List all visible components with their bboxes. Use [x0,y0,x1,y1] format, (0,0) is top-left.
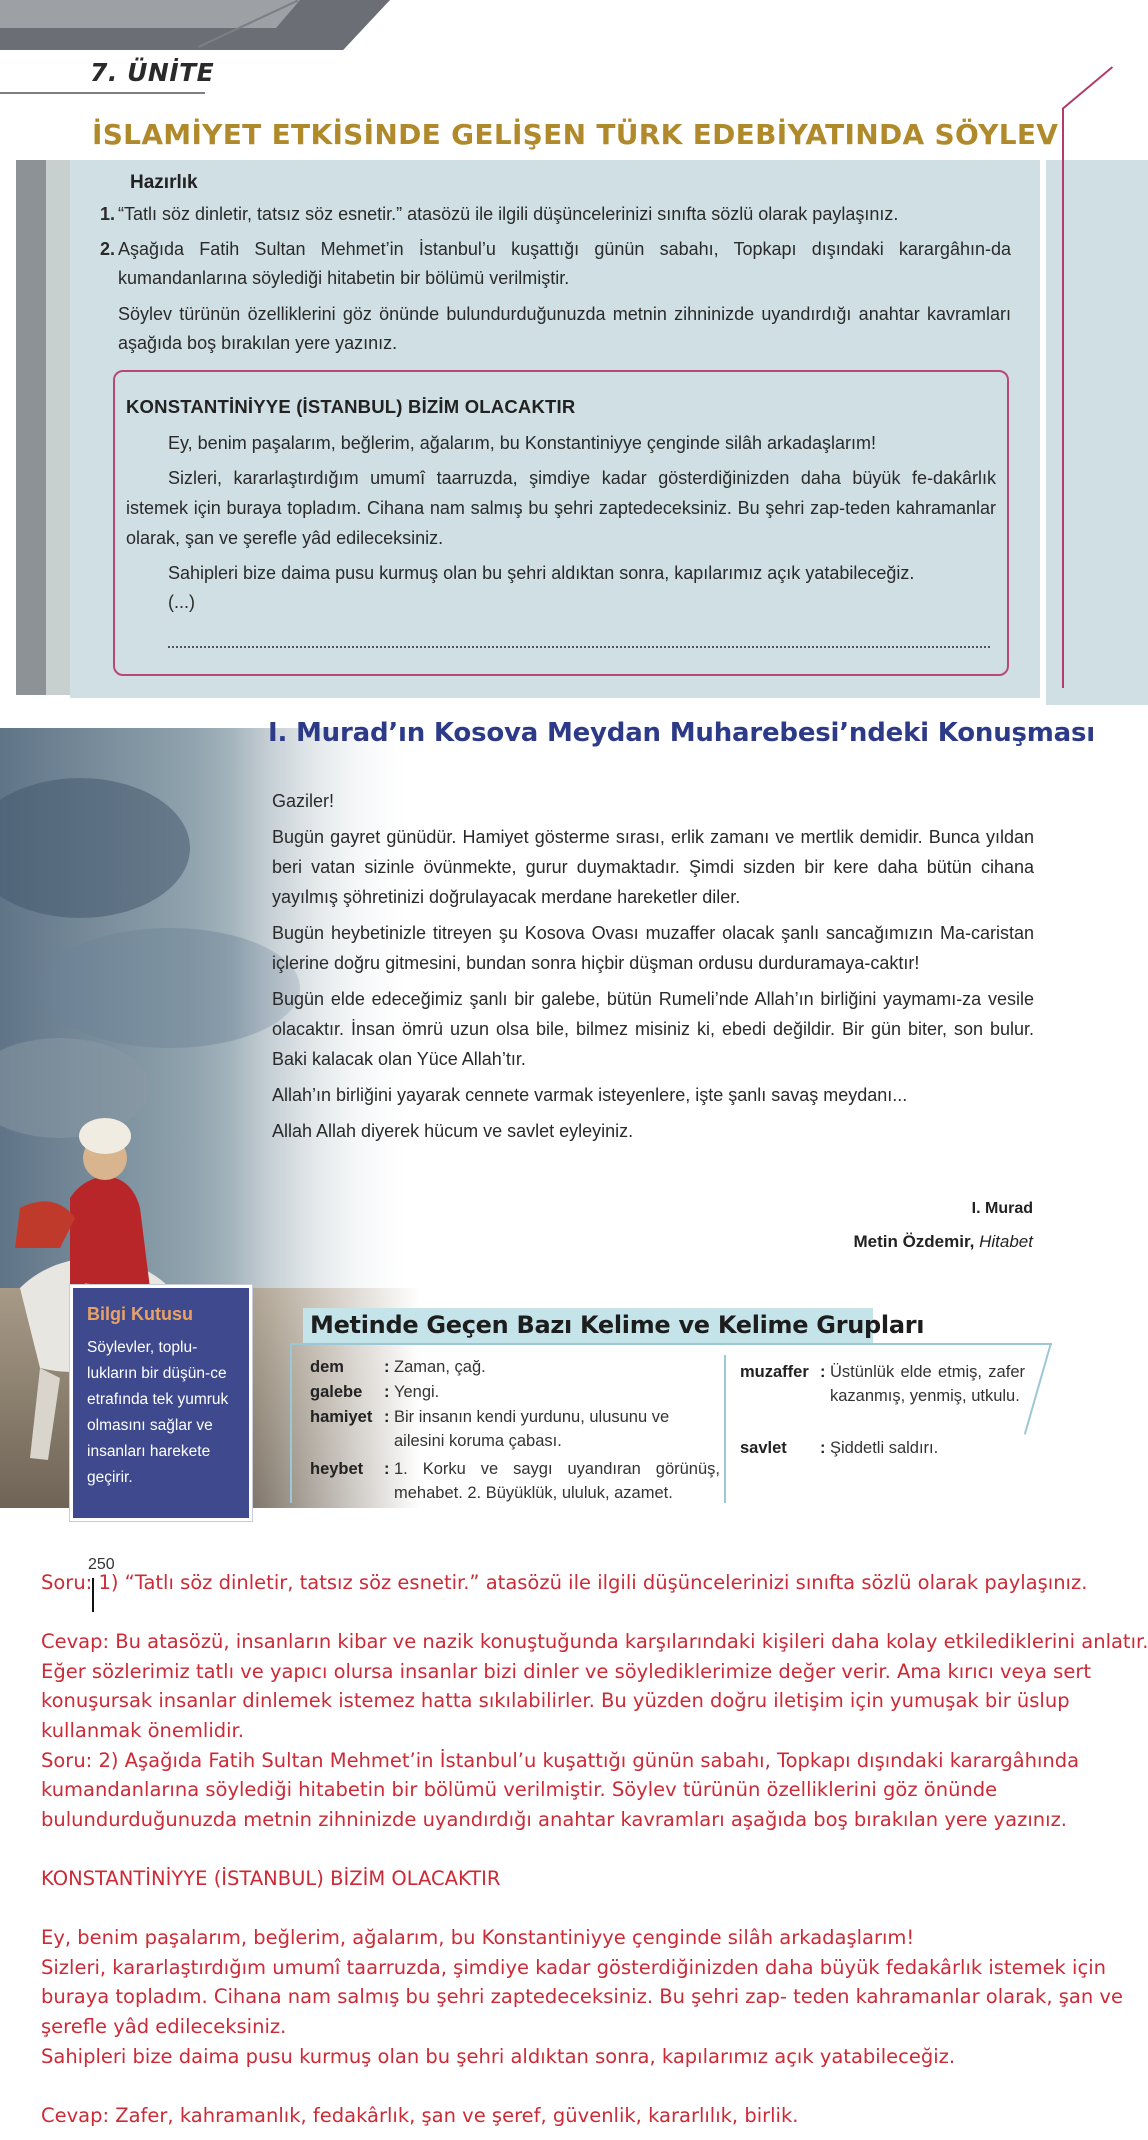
murad-speech-body [272,786,1034,1152]
answer-line: Soru: 1) “Tatlı söz dinletir, tatsız söz esnetir.” atasözü ile ilgili düşüncelerinizi sınıfta sözlü olarak paylaşınız. [41,1571,1088,1594]
answer-dotted-line [168,646,990,648]
speech-paragraph: Sahipleri bize daima pusu kurmuş olan bu şehri aldıktan sonra, kapılarımız açık yatabileceğiz. [168,563,915,583]
speech-paragraph: Gaziler! [272,791,335,811]
speech-text [126,428,996,593]
glossary-frame [1024,1343,1052,1435]
section-title: I. Murad’ın Kosova Meydan Muharebesi’ndeki Konuşması [268,718,1096,748]
answer-line [41,2071,1148,2101]
right-decoration-slash [1062,66,1113,109]
glossary-colon: : [384,1460,390,1478]
answer-line: bulundurduğunuzda metnin zihninizde uyandırdığı anahtar kavramları aşağıda boş bırakılan yere yazınız. [41,1807,1067,1831]
speech-author: I. Murad [971,1200,1033,1217]
answer-line [41,1894,1148,1924]
left-strip-dark [16,160,46,695]
glossary-colon: : [820,1439,826,1457]
preparation-item-2 [100,235,1020,288]
info-box-text: Söylevler, toplu-lukların bir düşün-ce etrafında tek yumruk olmasını sağlar ve insanları harekete geçirir. [87,1339,229,1486]
glossary-colon: : [384,1358,390,1376]
speech-ellipsis: (...) [168,592,195,612]
glossary-frame [290,1343,1052,1345]
unit-title: 7. ÜNİTE [90,58,215,87]
unit-underline [0,92,205,94]
source-title: Hitabet [979,1232,1033,1251]
page-title: İSLAMİYET ETKİSİNDE GELİŞEN TÜRK EDEBİYATINDA SÖYLEV [92,118,1059,151]
glossary-term: muzaffer [740,1363,809,1381]
left-strip-light [46,160,70,695]
glossary-definition: Yengi. [394,1383,440,1401]
right-decoration-line [1062,108,1064,688]
answer-line: kumandanlarına söylediği hitabetin bir bölümü verilmiştir. Söylev türünün özelliklerini göz önünde [41,1778,998,1802]
glossary-divider [724,1355,726,1503]
preparation-note: Söylev türünün özelliklerini göz önünde bulundurduğunuzda metnin zihninizde uyandırdığı anahtar kavramları aşağıda boş bırakılan yere yazınız. [118,304,1011,353]
answer-line: Sahipleri bize daima pusu kurmuş olan bu şehri aldıktan sonra, kapılarımız açık yatabileceğiz. [41,2044,956,2068]
answer-line: kullanmak önemlidir. [41,1718,244,1742]
answer-line: buraya topladım. Cihana nam salmış bu şehri zaptedeceksiniz. Bu şehri zap- teden kahramanlar olarak, şan ve [41,1985,1123,2009]
item-number: 1. [100,204,116,224]
item-number: 2. [100,239,116,259]
speech-paragraph: Allah’ın birliğini yayarak cennete varmak isteyenlere, işte şanlı savaş meydanı... [272,1085,908,1105]
speech-title: KONSTANTİNİYYE (İSTANBUL) BİZİM OLACAKTIR [126,396,576,417]
glossary-definition: Bir insanın kendi yurdunu, ulusunu ve ailesini koruma çabası. [394,1408,670,1450]
item-text: Aşağıda Fatih Sultan Mehmet’in İstanbul’u kuşattığı günün sabahı, Topkapı dışındaki karargâhın-da kumandanlarına söylediği hitabetin bir bölümü verilmiştir. [118,239,1011,288]
item-text: “Tatlı söz dinletir, tatsız söz esnetir.” atasözü ile ilgili düşüncelerinizi sınıfta sözlü olarak paylaşınız. [118,204,899,224]
glossary-term: hamiyet [310,1408,373,1426]
page-number: 250 [88,1556,115,1573]
speech-paragraph: Bugün gayret günüdür. Hamiyet gösterme sırası, erlik zamanı ve mertlik demidir. Bunca yıldan beri vatan sizinle övünmekte, gurur duymaktadır. Şimdi sizden bir kere daha bütün cihana yayılmış şöhretinizi doğrulayacak merdane hareketler diler. [272,827,1034,907]
glossary-definition: Zaman, çağ. [394,1358,486,1376]
answer-line: Sizleri, kararlaştırdığım umumî taarruzda, şimdiye kadar gösterdiğinizden daha büyük fedakârlık istemek için [41,1955,1106,1979]
answer-line: Cevap: Bu atasözü, insanların kibar ve nazik konuştuğunda karşılarındaki kişileri daha kolay etkilediklerini anlatır. [41,1630,1148,1654]
source-author: Metin Özdemir, [853,1232,975,1251]
info-box [70,1285,252,1521]
glossary-title: Metinde Geçen Bazı Kelime ve Kelime Grupları [310,1311,925,1339]
glossary-frame [290,1343,292,1503]
speech-paragraph: Ey, benim paşalarım, beğlerim, ağalarım, bu Konstantiniyye çenginde silâh arkadaşlarım! [168,433,877,453]
header-band-light [0,0,300,28]
answer-text-area[interactable] [41,1568,1148,2130]
glossary-definition: 1. Korku ve saygı uyandıran görünüş, mehabet. 2. Büyüklük, ululuk, azamet. [394,1460,720,1502]
glossary-term: dem [310,1358,344,1376]
speech-paragraph: Sizleri, kararlaştırdığım umumî taarruzda, şimdiye kadar gösterdiğinizden daha büyük fe-dakârlık istemek için buraya topladım. Cihana nam salmış bu şehri zaptedeceksiniz. Bu şehri zap-teden kahramanlar olarak, şan ve şerefle yâd edileceksiniz. [126,468,996,548]
answer-line [41,1598,1148,1628]
glossary-term: galebe [310,1383,363,1401]
glossary-colon: : [384,1408,390,1426]
glossary-colon: : [820,1363,826,1381]
answer-line: KONSTANTİNİYYE (İSTANBUL) BİZİM OLACAKTIR [41,1866,501,1890]
speech-source [853,1232,1033,1252]
glossary-definition: Şiddetli saldırı. [830,1439,939,1457]
glossary-definition: Üstünlük elde etmiş, zafer kazanmış, yenmiş, utkulu. [830,1363,1025,1405]
preparation-item-1 [100,200,1020,229]
info-box-title: Bilgi Kutusu [87,1304,193,1324]
answer-line: Eğer sözlerimiz tatlı ve yapıcı olursa insanlar bizi dinler ve söylediklerimize değer verir. Ama kırıcı veya sert [41,1659,1091,1683]
preparation-heading: Hazırlık [130,172,198,193]
speech-paragraph: Bugün elde edeceğimiz şanlı bir galebe, bütün Rumeli’nde Allah’ın birliğini yaymamı-za vesile olacaktır. İnsan ömrü uzun olsa bile, bilmez misiniz ki, ebedi değildir. Bir gün biter, son bulur. Baki kalacak olan Yüce Allah’tır. [272,989,1034,1069]
answer-line: şerefle yâd edileceksiniz. [41,2014,287,2038]
answer-line [41,1834,1148,1864]
answer-line: Cevap: Zafer, kahramanlık, fedakârlık, şan ve şeref, güvenlik, kararlılık, birlik. [41,2103,799,2127]
speech-paragraph: Allah Allah diyerek hücum ve savlet eyleyiniz. [272,1121,634,1141]
speech-paragraph: Bugün heybetinizle titreyen şu Kosova Ovası muzaffer olacak şanlı sancağımızın Ma-caristan içlerine doğru gitmesini, bundan sonra hiçbir düşman ordusu durduramaya-caktır! [272,923,1034,973]
answer-line: Ey, benim paşalarım, beğlerim, ağalarım, bu Konstantiniyye çenginde silâh arkadaşlarım! [41,1926,915,1950]
glossary-colon: : [384,1383,390,1401]
glossary-term: savlet [740,1439,787,1457]
answer-line: konuşursak insanlar dinlemek istemez hatta sıkılabilirler. Bu yüzden doğru iletişim için yumuşak bir üslup [41,1689,1070,1713]
answer-line: Soru: 2) Aşağıda Fatih Sultan Mehmet’in İstanbul’u kuşattığı günün sabahı, Topkapı dışındaki karargâhında [41,1748,1080,1772]
glossary-term: heybet [310,1460,364,1478]
